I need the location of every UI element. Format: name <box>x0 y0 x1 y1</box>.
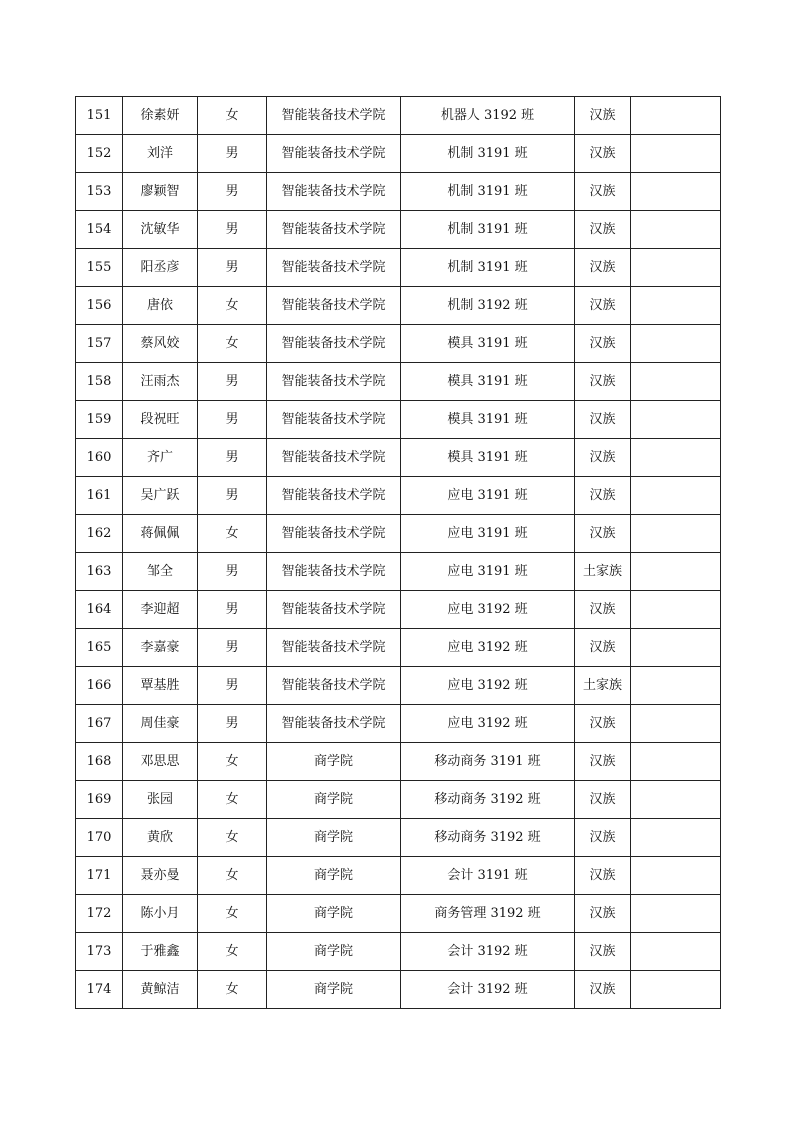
college-cell: 智能装备技术学院 <box>267 249 401 287</box>
class-name-cell: 机制 3192 班 <box>401 287 575 325</box>
row-number-cell: 174 <box>76 971 123 1009</box>
gender-cell: 女 <box>198 895 267 933</box>
table-row <box>76 781 721 819</box>
ethnicity-cell: 汉族 <box>575 895 631 933</box>
table-row <box>76 933 721 971</box>
gender-cell: 男 <box>198 553 267 591</box>
gender-cell: 男 <box>198 439 267 477</box>
student-name-cell: 于雅鑫 <box>123 933 198 971</box>
ethnicity-cell: 汉族 <box>575 743 631 781</box>
student-name-cell: 张园 <box>123 781 198 819</box>
table-row <box>76 135 721 173</box>
student-name-cell: 阳丞彦 <box>123 249 198 287</box>
student-name-cell: 唐依 <box>123 287 198 325</box>
gender-cell: 女 <box>198 971 267 1009</box>
gender-cell: 女 <box>198 325 267 363</box>
note-cell <box>631 933 721 971</box>
college-cell: 智能装备技术学院 <box>267 591 401 629</box>
ethnicity-cell: 土家族 <box>575 553 631 591</box>
college-cell: 智能装备技术学院 <box>267 667 401 705</box>
table-row <box>76 211 721 249</box>
gender-cell: 男 <box>198 477 267 515</box>
row-number-cell: 156 <box>76 287 123 325</box>
gender-cell: 女 <box>198 287 267 325</box>
gender-cell: 女 <box>198 819 267 857</box>
table-row <box>76 705 721 743</box>
gender-cell: 男 <box>198 211 267 249</box>
gender-cell: 女 <box>198 857 267 895</box>
note-cell <box>631 857 721 895</box>
note-cell <box>631 287 721 325</box>
student-name-cell: 蒋佩佩 <box>123 515 198 553</box>
note-cell <box>631 439 721 477</box>
row-number-cell: 165 <box>76 629 123 667</box>
college-cell: 智能装备技术学院 <box>267 477 401 515</box>
student-name-cell: 周佳豪 <box>123 705 198 743</box>
class-name-cell: 机制 3191 班 <box>401 135 575 173</box>
table-row <box>76 363 721 401</box>
ethnicity-cell: 汉族 <box>575 401 631 439</box>
row-number-cell: 163 <box>76 553 123 591</box>
table-row <box>76 439 721 477</box>
ethnicity-cell: 汉族 <box>575 287 631 325</box>
table-row <box>76 819 721 857</box>
note-cell <box>631 667 721 705</box>
table-row <box>76 591 721 629</box>
class-name-cell: 应电 3192 班 <box>401 629 575 667</box>
row-number-cell: 164 <box>76 591 123 629</box>
table-row <box>76 249 721 287</box>
note-cell <box>631 629 721 667</box>
table-row <box>76 325 721 363</box>
ethnicity-cell: 汉族 <box>575 439 631 477</box>
table-row <box>76 895 721 933</box>
gender-cell: 男 <box>198 629 267 667</box>
class-name-cell: 会计 3191 班 <box>401 857 575 895</box>
class-name-cell: 商务管理 3192 班 <box>401 895 575 933</box>
college-cell: 智能装备技术学院 <box>267 515 401 553</box>
class-name-cell: 模具 3191 班 <box>401 439 575 477</box>
ethnicity-cell: 汉族 <box>575 629 631 667</box>
gender-cell: 女 <box>198 97 267 135</box>
note-cell <box>631 401 721 439</box>
student-name-cell: 刘洋 <box>123 135 198 173</box>
row-number-cell: 154 <box>76 211 123 249</box>
college-cell: 商学院 <box>267 819 401 857</box>
note-cell <box>631 515 721 553</box>
gender-cell: 女 <box>198 743 267 781</box>
ethnicity-cell: 汉族 <box>575 135 631 173</box>
row-number-cell: 158 <box>76 363 123 401</box>
row-number-cell: 151 <box>76 97 123 135</box>
row-number-cell: 152 <box>76 135 123 173</box>
row-number-cell: 153 <box>76 173 123 211</box>
row-number-cell: 157 <box>76 325 123 363</box>
gender-cell: 女 <box>198 781 267 819</box>
student-name-cell: 廖颖智 <box>123 173 198 211</box>
class-name-cell: 应电 3192 班 <box>401 591 575 629</box>
note-cell <box>631 743 721 781</box>
student-name-cell: 邹全 <box>123 553 198 591</box>
student-name-cell: 黄欣 <box>123 819 198 857</box>
ethnicity-cell: 汉族 <box>575 515 631 553</box>
college-cell: 智能装备技术学院 <box>267 325 401 363</box>
student-name-cell: 徐素妍 <box>123 97 198 135</box>
class-name-cell: 应电 3191 班 <box>401 477 575 515</box>
gender-cell: 男 <box>198 249 267 287</box>
student-name-cell: 聂亦曼 <box>123 857 198 895</box>
class-name-cell: 应电 3192 班 <box>401 705 575 743</box>
class-name-cell: 模具 3191 班 <box>401 401 575 439</box>
student-name-cell: 汪雨杰 <box>123 363 198 401</box>
ethnicity-cell: 汉族 <box>575 819 631 857</box>
ethnicity-cell: 汉族 <box>575 933 631 971</box>
student-name-cell: 蔡风姣 <box>123 325 198 363</box>
student-name-cell: 覃基胜 <box>123 667 198 705</box>
note-cell <box>631 211 721 249</box>
class-name-cell: 会计 3192 班 <box>401 971 575 1009</box>
student-name-cell: 沈敏华 <box>123 211 198 249</box>
ethnicity-cell: 汉族 <box>575 97 631 135</box>
class-name-cell: 应电 3191 班 <box>401 553 575 591</box>
gender-cell: 女 <box>198 933 267 971</box>
college-cell: 商学院 <box>267 971 401 1009</box>
student-name-cell: 齐广 <box>123 439 198 477</box>
class-name-cell: 移动商务 3192 班 <box>401 819 575 857</box>
table-row <box>76 477 721 515</box>
note-cell <box>631 363 721 401</box>
roster-body <box>76 97 721 1009</box>
table-row <box>76 629 721 667</box>
gender-cell: 男 <box>198 173 267 211</box>
note-cell <box>631 553 721 591</box>
student-name-cell: 邓思思 <box>123 743 198 781</box>
class-name-cell: 机制 3191 班 <box>401 173 575 211</box>
note-cell <box>631 249 721 287</box>
gender-cell: 女 <box>198 515 267 553</box>
ethnicity-cell: 汉族 <box>575 971 631 1009</box>
note-cell <box>631 325 721 363</box>
row-number-cell: 168 <box>76 743 123 781</box>
college-cell: 智能装备技术学院 <box>267 287 401 325</box>
class-name-cell: 模具 3191 班 <box>401 325 575 363</box>
gender-cell: 男 <box>198 591 267 629</box>
student-name-cell: 段祝旺 <box>123 401 198 439</box>
ethnicity-cell: 汉族 <box>575 363 631 401</box>
class-name-cell: 机器人 3192 班 <box>401 97 575 135</box>
college-cell: 商学院 <box>267 857 401 895</box>
student-roster-table <box>75 96 721 1009</box>
college-cell: 智能装备技术学院 <box>267 401 401 439</box>
note-cell <box>631 135 721 173</box>
class-name-cell: 应电 3192 班 <box>401 667 575 705</box>
row-number-cell: 171 <box>76 857 123 895</box>
college-cell: 智能装备技术学院 <box>267 211 401 249</box>
student-name-cell: 李迎超 <box>123 591 198 629</box>
note-cell <box>631 477 721 515</box>
class-name-cell: 移动商务 3191 班 <box>401 743 575 781</box>
note-cell <box>631 97 721 135</box>
gender-cell: 男 <box>198 401 267 439</box>
row-number-cell: 166 <box>76 667 123 705</box>
note-cell <box>631 895 721 933</box>
college-cell: 商学院 <box>267 933 401 971</box>
row-number-cell: 160 <box>76 439 123 477</box>
note-cell <box>631 173 721 211</box>
row-number-cell: 172 <box>76 895 123 933</box>
table-row <box>76 401 721 439</box>
table-row <box>76 97 721 135</box>
gender-cell: 男 <box>198 135 267 173</box>
ethnicity-cell: 汉族 <box>575 857 631 895</box>
table-row <box>76 287 721 325</box>
college-cell: 商学院 <box>267 781 401 819</box>
college-cell: 智能装备技术学院 <box>267 629 401 667</box>
college-cell: 智能装备技术学院 <box>267 363 401 401</box>
college-cell: 商学院 <box>267 743 401 781</box>
row-number-cell: 167 <box>76 705 123 743</box>
college-cell: 智能装备技术学院 <box>267 135 401 173</box>
row-number-cell: 155 <box>76 249 123 287</box>
note-cell <box>631 705 721 743</box>
note-cell <box>631 971 721 1009</box>
table-row <box>76 173 721 211</box>
gender-cell: 男 <box>198 667 267 705</box>
table-row <box>76 515 721 553</box>
ethnicity-cell: 汉族 <box>575 591 631 629</box>
table-row <box>76 857 721 895</box>
gender-cell: 男 <box>198 705 267 743</box>
college-cell: 智能装备技术学院 <box>267 439 401 477</box>
ethnicity-cell: 汉族 <box>575 705 631 743</box>
student-name-cell: 黄鲸洁 <box>123 971 198 1009</box>
row-number-cell: 161 <box>76 477 123 515</box>
gender-cell: 男 <box>198 363 267 401</box>
class-name-cell: 机制 3191 班 <box>401 249 575 287</box>
college-cell: 智能装备技术学院 <box>267 705 401 743</box>
row-number-cell: 162 <box>76 515 123 553</box>
ethnicity-cell: 汉族 <box>575 781 631 819</box>
class-name-cell: 会计 3192 班 <box>401 933 575 971</box>
row-number-cell: 159 <box>76 401 123 439</box>
college-cell: 商学院 <box>267 895 401 933</box>
class-name-cell: 移动商务 3192 班 <box>401 781 575 819</box>
ethnicity-cell: 汉族 <box>575 211 631 249</box>
note-cell <box>631 781 721 819</box>
ethnicity-cell: 汉族 <box>575 173 631 211</box>
table-row <box>76 667 721 705</box>
class-name-cell: 机制 3191 班 <box>401 211 575 249</box>
ethnicity-cell: 汉族 <box>575 249 631 287</box>
ethnicity-cell: 土家族 <box>575 667 631 705</box>
row-number-cell: 170 <box>76 819 123 857</box>
college-cell: 智能装备技术学院 <box>267 173 401 211</box>
table-row <box>76 743 721 781</box>
note-cell <box>631 591 721 629</box>
table-row <box>76 553 721 591</box>
table-row <box>76 971 721 1009</box>
row-number-cell: 169 <box>76 781 123 819</box>
note-cell <box>631 819 721 857</box>
row-number-cell: 173 <box>76 933 123 971</box>
ethnicity-cell: 汉族 <box>575 477 631 515</box>
college-cell: 智能装备技术学院 <box>267 553 401 591</box>
class-name-cell: 模具 3191 班 <box>401 363 575 401</box>
student-name-cell: 陈小月 <box>123 895 198 933</box>
college-cell: 智能装备技术学院 <box>267 97 401 135</box>
student-name-cell: 李嘉豪 <box>123 629 198 667</box>
student-name-cell: 吴广跃 <box>123 477 198 515</box>
ethnicity-cell: 汉族 <box>575 325 631 363</box>
class-name-cell: 应电 3191 班 <box>401 515 575 553</box>
